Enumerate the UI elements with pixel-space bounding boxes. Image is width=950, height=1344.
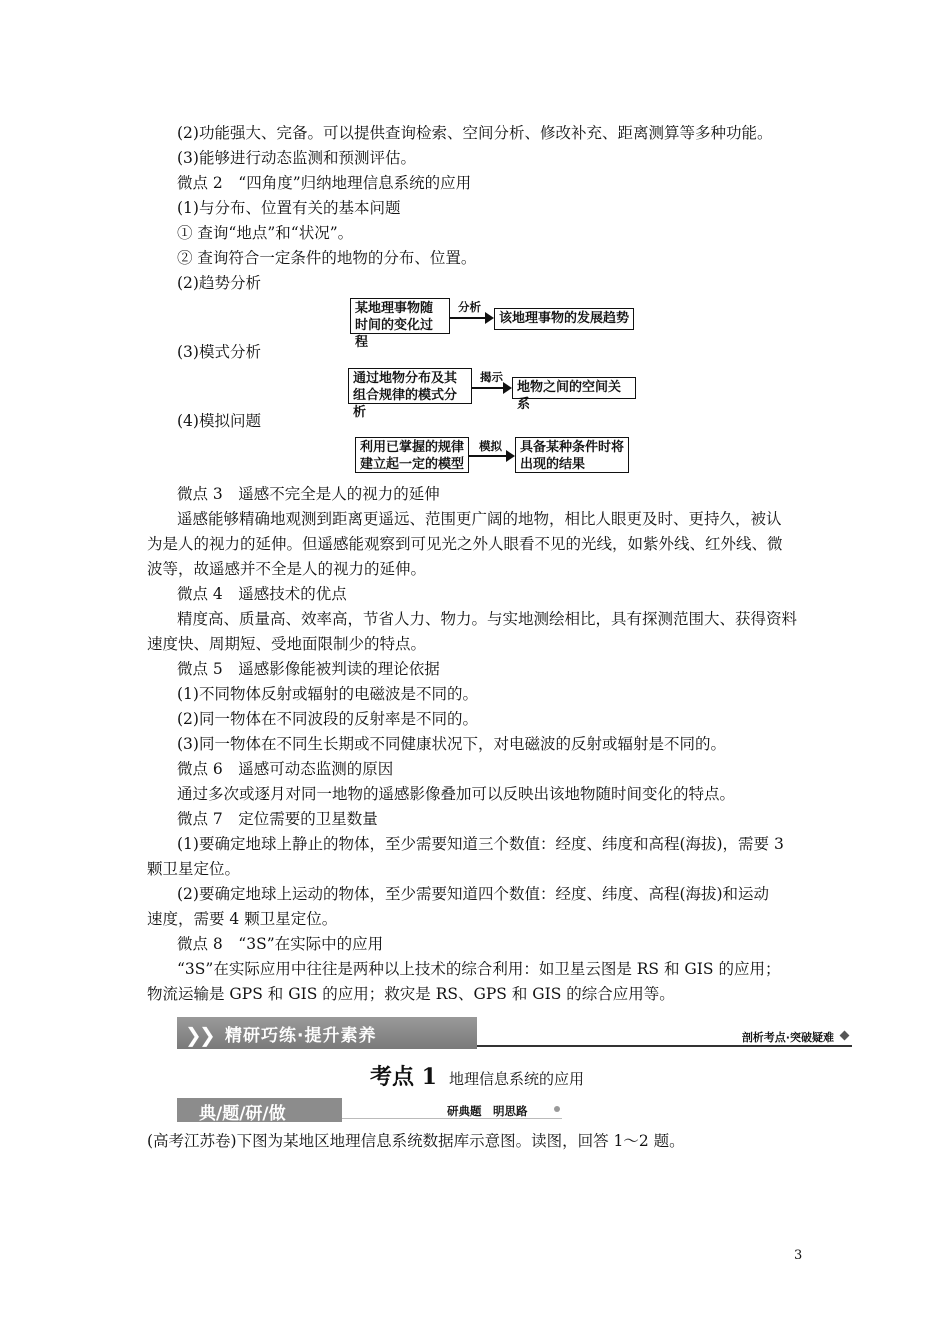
text-line: “3S”在实际应用中往往是两种以上技术的综合利用：如卫星云图是 RS 和 GIS 的应用； [177, 960, 781, 978]
flow-simulation [355, 437, 633, 473]
banner-divider [477, 1045, 852, 1047]
text-line: (3)模式分析 [177, 343, 261, 361]
topic-heading [370, 1060, 584, 1091]
flow-arrow-label: 揭示 [480, 370, 503, 384]
section-heading: 微点 7 定位需要的卫星数量 [177, 810, 378, 828]
arrow-right-icon [469, 455, 513, 457]
text-line: (3)同一物体在不同生长期或不同健康状况下，对电磁波的反射或辐射是不同的。 [177, 735, 726, 753]
flow-source-box: 通过地物分布及其组合规律的模式分析 [348, 368, 472, 404]
text-line: (3)能够进行动态监测和预测评估。 [177, 149, 416, 167]
flow-target-box: 具备某种条件时将出现的结果 [515, 437, 629, 473]
text-line: ① 查询“地点”和“状况”。 [177, 224, 354, 242]
flow-target-box: 地物之间的空间关系 [512, 377, 636, 399]
section-heading: 微点 2 “四角度”归纳地理信息系统的应用 [177, 174, 472, 192]
section-heading: 微点 4 遥感技术的优点 [177, 585, 347, 603]
example-section-bar [177, 1098, 562, 1124]
text-line: 精度高、质量高、效率高，节省人力、物力。与实地测绘相比，具有探测范围大、获得资料 [177, 610, 798, 628]
text-line: (4)模拟问题 [177, 412, 261, 430]
arrow-right-icon [472, 387, 510, 389]
arrow-right-icon [450, 317, 492, 319]
chevron-right-icon: ❯ [199, 1023, 216, 1047]
example-bar-title: 典/题/研/做 [199, 1104, 286, 1124]
text-line: 速度，需要 4 颗卫星定位。 [147, 910, 338, 928]
flow-target-box: 该地理事物的发展趋势 [494, 308, 634, 330]
text-line: 遥感能够精确地观测到距离更遥远、范围更广阔的地物，相比人眼更及时、更持久，被认 [177, 510, 782, 528]
text-line: 通过多次或逐月对同一地物的遥感影像叠加可以反映出该地物随时间变化的特点。 [177, 785, 736, 803]
section-heading: 微点 3 遥感不完全是人的视力的延伸 [177, 485, 440, 503]
flow-source-box: 某地理事物随时间的变化过程 [350, 298, 450, 334]
text-line: (1)不同物体反射或辐射的电磁波是不同的。 [177, 685, 478, 703]
text-line: 速度快、周期短、受地面限制少的特点。 [147, 635, 427, 653]
text-line: (2)同一物体在不同波段的反射率是不同的。 [177, 710, 478, 728]
flow-pattern-analysis [348, 368, 638, 420]
section-banner [177, 1017, 852, 1051]
question-text: (高考江苏卷)下图为某地区地理信息系统数据库示意图。读图，回答 1～2 题。 [147, 1132, 685, 1150]
text-line: (2)功能强大、完备。可以提供查询检索、空间分析、修改补充、距离测算等多种功能。 [177, 124, 773, 142]
topic-label: 考点 1 [370, 1064, 437, 1090]
banner-subtitle: 剖析考点·突破疑难 [741, 1031, 834, 1044]
text-line: (1)与分布、位置有关的基本问题 [177, 199, 401, 217]
section-heading: 微点 6 遥感可动态监测的原因 [177, 760, 394, 778]
flow-trend-analysis [350, 298, 635, 350]
chevron-right-icon: ❯ [185, 1023, 202, 1047]
diamond-icon [840, 1031, 850, 1041]
text-line: 颗卫星定位。 [147, 860, 241, 878]
page-number: 3 [794, 1248, 803, 1263]
text-line: (1)要确定地球上静止的物体，至少需要知道三个数值：经度、纬度和高程(海拔)，需要 3 [177, 835, 784, 853]
flow-arrow-label: 分析 [458, 300, 481, 314]
text-line: ② 查询符合一定条件的地物的分布、位置。 [177, 249, 477, 267]
flow-source-box: 利用已掌握的规律建立起一定的模型 [355, 437, 469, 473]
text-line: 为是人的视力的延伸。但遥感能观察到可见光之外人眼看不见的光线，如紫外线、红外线、微 [147, 535, 783, 553]
text-line: (2)趋势分析 [177, 274, 261, 292]
dot-icon [554, 1106, 560, 1112]
banner-title: 精研巧练·提升素养 [225, 1026, 377, 1046]
example-bar-subtitle: 研典题 明思路 [447, 1104, 528, 1118]
topic-subtitle: 地理信息系统的应用 [448, 1070, 584, 1088]
flow-arrow-label: 模拟 [479, 439, 502, 453]
text-line: 物流运输是 GPS 和 GIS 的应用；救灾是 RS、GPS 和 GIS 的综合应用等。 [147, 985, 675, 1003]
text-line: (2)要确定地球上运动的物体，至少需要知道四个数值：经度、纬度、高程(海拔)和运动 [177, 885, 770, 903]
text-line: 波等，故遥感并不全是人的视力的延伸。 [147, 560, 427, 578]
section-heading: 微点 5 遥感影像能被判读的理论依据 [177, 660, 440, 678]
section-heading: 微点 8 “3S”在实际中的应用 [177, 935, 384, 953]
